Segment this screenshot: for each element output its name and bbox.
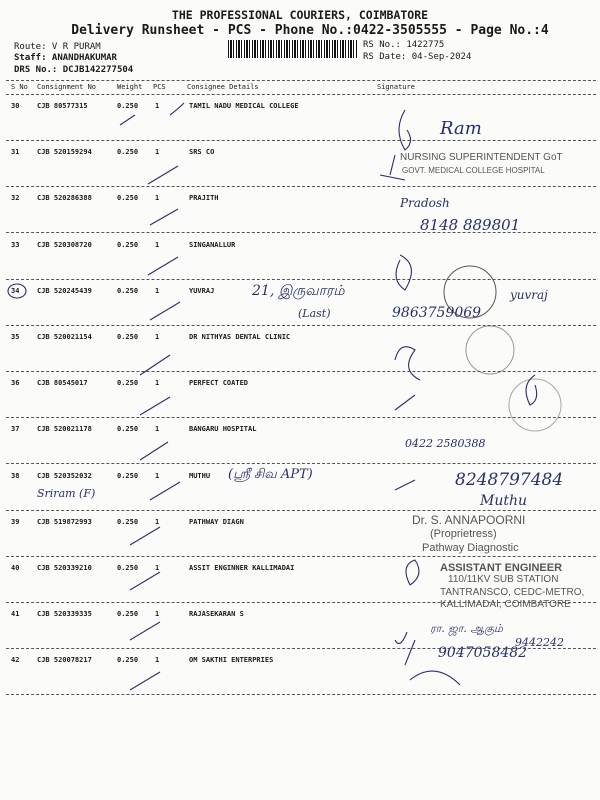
row-sno: 42 — [11, 656, 20, 665]
row-sno: 31 — [11, 148, 20, 157]
weight-value: 0.250 — [117, 333, 139, 341]
consignee-name: TAMIL NADU MEDICAL COLLEGE — [189, 102, 299, 110]
weight-value: 0.250 — [117, 379, 139, 388]
handwriting-r41b: 9442242 — [515, 636, 564, 649]
handwriting-r34b: (Last) — [298, 307, 331, 320]
consignment-number: CJB 80545017 — [37, 379, 88, 388]
handwriting-r30: Ram — [440, 118, 482, 139]
weight-value: 0.250 — [117, 425, 139, 434]
signature-30 — [399, 110, 411, 150]
row-sno: 38 — [11, 471, 20, 480]
tick-mark-37 — [140, 442, 168, 460]
consignee-name: MUTHU — [189, 471, 211, 480]
pcs-count: 1 — [155, 564, 160, 572]
row-sno: 37 — [11, 425, 20, 434]
handwriting-r38b: Sriram (F) — [37, 487, 96, 500]
col-sno-header: S No — [11, 83, 28, 91]
handwriting-r38d: Muthu — [480, 493, 528, 509]
pcs-count: 1 — [155, 148, 160, 157]
signature-41 — [395, 632, 407, 644]
row-sno: 34 — [11, 286, 20, 295]
weight-value: 0.250 — [117, 286, 139, 295]
tick-mark-32 — [150, 209, 178, 225]
consignment-number: CJB 80577315 — [37, 102, 88, 110]
route-label: Route: V R PURAM — [14, 42, 101, 52]
sno-circle-34 — [8, 284, 26, 298]
weight-value: 0.250 — [117, 148, 139, 157]
stamp-doctor-name: Dr. S. ANNAPOORNI — [412, 513, 526, 527]
weight-value: 0.250 — [117, 564, 139, 572]
tick-mark-30 — [120, 103, 184, 125]
drs-label: DRS No.: DCJB142277504 — [14, 65, 134, 75]
col-signature-header: Signature — [377, 83, 415, 91]
pcs-count: 1 — [155, 425, 160, 434]
consignment-number: CJB 520021154 — [37, 333, 92, 341]
tick-mark-34 — [150, 302, 180, 320]
handwriting-r34d: yuvraj — [510, 288, 548, 302]
consignee-name: SINGANALLUR — [189, 240, 236, 249]
consignee-name: OM SAKTHI ENTERPRIES — [189, 656, 274, 665]
pcs-count: 1 — [155, 194, 160, 203]
consignment-number: CJB 520078217 — [37, 656, 92, 665]
pcs-count: 1 — [155, 240, 160, 249]
signature-36 — [395, 375, 537, 410]
tick-mark-41 — [130, 622, 160, 640]
weight-value: 0.250 — [117, 610, 139, 619]
tick-mark-31 — [148, 166, 178, 184]
signature-33 — [396, 255, 411, 290]
stamp-kallimadai: KALLIMADAI, COIMBATORE — [440, 599, 571, 610]
round-seal-35 — [466, 326, 514, 374]
weight-value: 0.250 — [117, 194, 139, 203]
consignment-number: CJB 520245439 — [37, 286, 92, 295]
weight-value: 0.250 — [117, 471, 139, 480]
pcs-count: 1 — [155, 102, 160, 110]
consignment-number: CJB 520308720 — [37, 240, 92, 249]
consignment-number: CJB 520339335 — [37, 610, 92, 619]
pcs-count: 1 — [155, 379, 160, 388]
stamp-medical-college-hospital: GOVT. MEDICAL COLLEGE HOSPITAL — [402, 166, 545, 175]
row-sno: 39 — [11, 517, 20, 526]
page-title: THE PROFESSIONAL COURIERS, COIMBATORE — [171, 8, 429, 22]
pcs-count: 1 — [155, 610, 160, 619]
consignee-name: RAJASEKARAN S — [189, 610, 244, 619]
consignee-name: ASSIT ENGINNER KALLIMADAI — [189, 564, 295, 572]
col-consignment-header: Consignment No — [37, 83, 97, 91]
handwriting-r42: 9047058482 — [438, 645, 528, 661]
weight-value: 0.250 — [117, 656, 139, 665]
consignee-name: PRAJITH — [189, 194, 219, 203]
handwriting-r32a: Pradosh — [400, 196, 450, 210]
weight-value: 0.250 — [117, 102, 139, 110]
stamp-assistant-engineer: ASSISTANT ENGINEER — [440, 562, 563, 574]
consignment-number: CJB 519872993 — [37, 517, 92, 526]
tick-mark-40 — [130, 572, 160, 590]
consignment-number: CJB 520352032 — [37, 471, 92, 480]
consignment-number: CJB 520159294 — [37, 148, 92, 157]
row-sno: 36 — [11, 379, 20, 388]
tick-mark-35 — [140, 355, 170, 375]
col-weight-header: Weight — [117, 83, 143, 91]
consignment-number: CJB 520339210 — [37, 564, 92, 572]
col-consignee-header: Consignee Details — [187, 83, 259, 91]
rs-number: RS No.: 1422775 — [363, 40, 445, 50]
staff-label: Staff: ANANDHAKUMAR — [14, 53, 117, 63]
weight-value: 0.250 — [117, 517, 139, 526]
handwriting-r38c: 8248797484 — [455, 470, 564, 490]
pcs-count: 1 — [155, 286, 160, 295]
consignee-name: PERFECT COATED — [189, 379, 249, 388]
consignee-name: DR NITHYAS DENTAL CLINIC — [189, 333, 291, 341]
weight-value: 0.250 — [117, 240, 139, 249]
pcs-count: 1 — [155, 471, 160, 480]
consignee-name: BANGARU HOSPITAL — [189, 425, 257, 434]
stamp-pathway-diagnostic: Pathway Diagnostic — [422, 542, 519, 554]
consignee-name: SRS CO — [189, 148, 215, 157]
row-sno: 35 — [11, 333, 20, 341]
handwriting-r34c: 9863759069 — [392, 305, 482, 321]
stamp-sub-station: 110/11KV SUB STATION — [448, 574, 559, 585]
handwriting-r32b: 8148 889801 — [420, 216, 521, 234]
consignee-name: YUVRAJ — [189, 286, 215, 295]
pcs-count: 1 — [155, 333, 160, 341]
handwriting-r41: ரா. ஜா. ஆகும் — [430, 622, 503, 635]
col-pcs-header: PCS — [153, 83, 166, 91]
pcs-count: 1 — [155, 656, 160, 665]
consignment-number: CJB 520286388 — [37, 194, 92, 203]
tick-mark-42 — [130, 672, 160, 690]
tick-mark-38 — [150, 482, 180, 500]
row-sno: 41 — [11, 610, 20, 619]
handwriting-r34a: 21, இருவாரம் — [252, 283, 345, 299]
row-sno: 30 — [11, 102, 20, 110]
rs-date: RS Date: 04-Sep-2024 — [363, 52, 472, 62]
row-sno: 33 — [11, 240, 20, 249]
consignment-number: CJB 520021178 — [37, 425, 92, 434]
row-sno: 32 — [11, 194, 20, 203]
signature-40 — [406, 560, 419, 585]
stamp-proprietress: (Proprietress) — [430, 528, 497, 540]
row-sno: 40 — [11, 564, 20, 572]
handwriting-r38a: (ஸ்ரீ சிவ APT) — [228, 467, 313, 482]
signature-38 — [395, 480, 415, 490]
runsheet-subtitle: Delivery Runsheet - PCS - Phone No.:0422-3505555 - Page No.:4 — [71, 23, 549, 38]
signature-35 — [395, 347, 420, 380]
tick-mark-36 — [140, 397, 170, 415]
tick-mark-39 — [130, 527, 160, 545]
stamp-nursing-superintendent: NURSING SUPERINTENDENT GoT — [400, 152, 563, 163]
consignee-name: PATHWAY DIAGN — [189, 517, 244, 526]
pcs-count: 1 — [155, 517, 160, 526]
stamp-tantransco: TANTRANSCO, CEDC-METRO, — [440, 587, 585, 598]
tick-mark-33 — [148, 257, 178, 275]
handwriting-r37: 0422 2580388 — [405, 437, 486, 450]
